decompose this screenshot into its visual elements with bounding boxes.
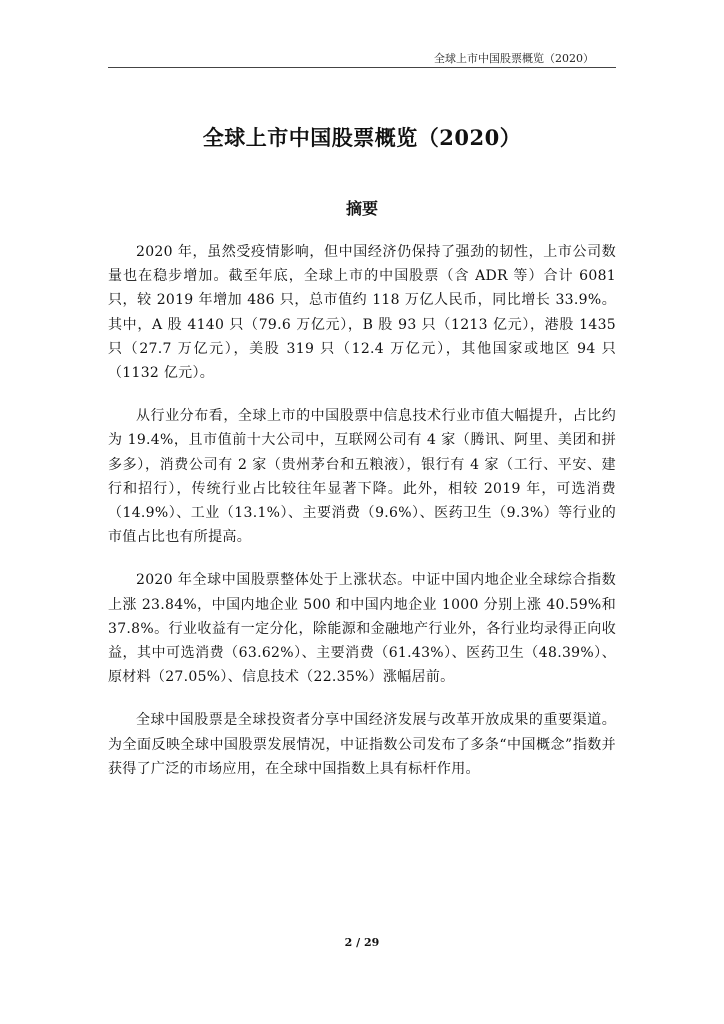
- abstract-heading: 摘要: [345, 199, 378, 218]
- paragraph-overview: 2020 年，虽然受疫情影响，但中国经济仍保持了强劲的韧性，上市公司数量也在稳步增加。截至年底，全球上市的中国股票（含 ADR 等）合计 6081 只，较 2019 年增加 486 只，总市值约 118 万亿人民币，同比增长 33.9%。其中，A 股 4140 只（79.6 万亿元），B 股 93 只（1213 亿元），港股 1435 只（27.7 万亿元），美股 319 只（12.4 万亿元），其他国家或地区 94 只（1132 亿元）。: [108, 244, 616, 382]
- running-header: 全球上市中国股票概览（2020）: [434, 52, 594, 65]
- paragraph-industry: 从行业分布看，全球上市的中国股票中信息技术行业市值大幅提升，占比约为 19.4%，且市值前十大公司中，互联网公司有 4 家（腾讯、阿里、美团和拼多多），消费公司有 2 家（贵州茅台和五粮液），银行有 4 家（工行、平安、建行和招行），传统行业占比较往年显著下降。此外，相较 2019 年，可选消费（14.9%）、工业（13.1%）、主要消费（9.6%）、医药卫生（9.3%）等行业的市值占比也有所提高。: [108, 408, 616, 546]
- document-title: 全球上市中国股票概览（2020）: [202, 125, 522, 150]
- paragraph-performance: 2020 年全球中国股票整体处于上涨状态。中证中国内地企业全球综合指数上涨 23.84%，中国内地企业 500 和中国内地企业 1000 分别上涨 40.59%和 37.8%。行业收益有一定分化，除能源和金融地产行业外，各行业均录得正向收益，其中可选消费（63.62%）、主要消费（61.43%）、医药卫生（48.39%）、原材料（27.05%）、信息技术（22.35%）涨幅居前。: [108, 572, 616, 686]
- paragraph-indices: 全球中国股票是全球投资者分享中国经济发展与改革开放成果的重要渠道。为全面反映全球中国股票发展情况，中证指数公司发布了多条“中国概念”指数并获得了广泛的市场应用，在全球中国指数上具有标杆作用。: [108, 712, 616, 777]
- abstract-body: [108, 240, 616, 800]
- header-divider: [108, 67, 616, 68]
- page-number: 2 / 29: [344, 936, 380, 949]
